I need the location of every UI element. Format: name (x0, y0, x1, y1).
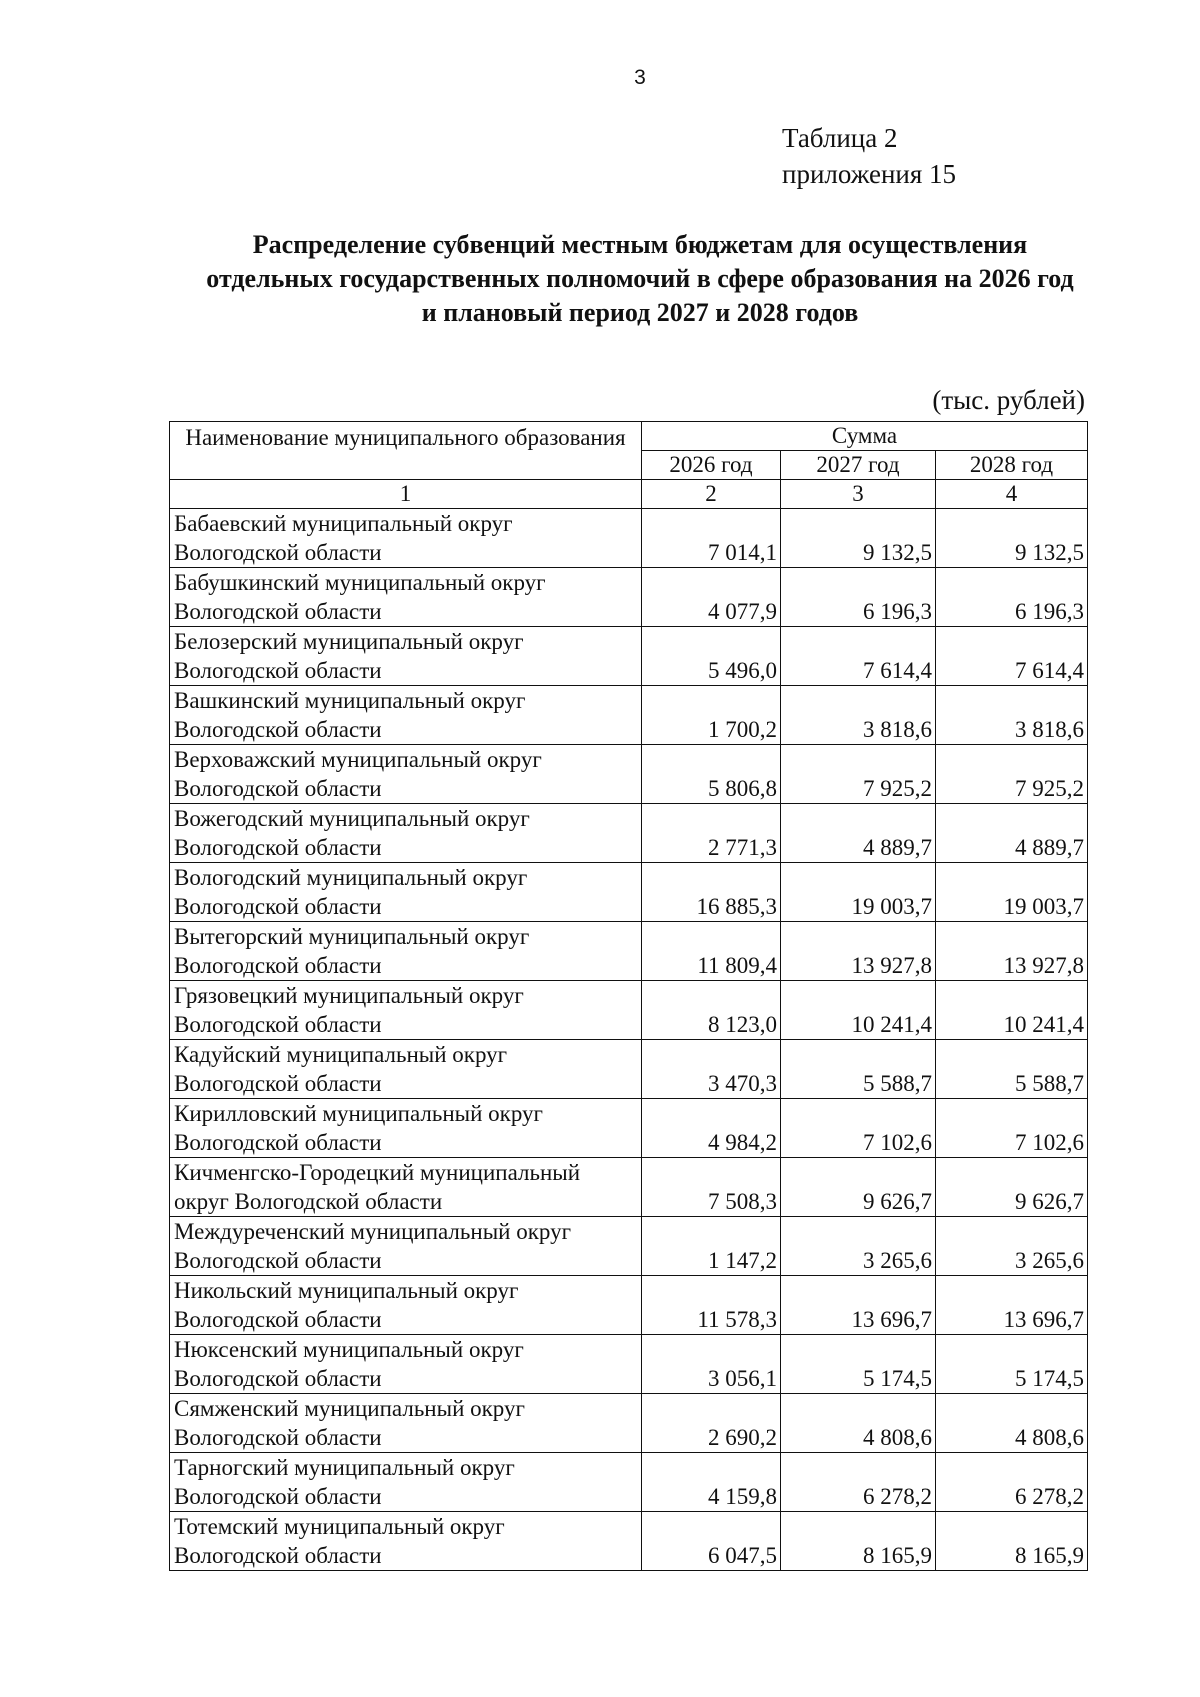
municipality-name-line: Бабаевский муниципальный округ (174, 511, 513, 536)
table-row (170, 804, 1088, 863)
amount-2026: 11 578,3 (642, 1276, 781, 1335)
municipality-name (170, 1158, 642, 1217)
amount-2026: 4 159,8 (642, 1453, 781, 1512)
municipality-name-line: Вожегодский муниципальный округ (174, 806, 530, 831)
municipality-name-line: Белозерский муниципальный округ (174, 629, 524, 654)
units-label: (тыс. рублей) (932, 385, 1085, 415)
amount-2027: 5 588,7 (781, 1040, 936, 1099)
municipality-name-line: Междуреченский муниципальный округ (174, 1219, 572, 1244)
municipality-name-line: Тотемский муниципальный округ (174, 1514, 505, 1539)
municipality-name (170, 1099, 642, 1158)
column-number: 3 (781, 480, 936, 509)
amount-2026: 7 508,3 (642, 1158, 781, 1217)
amount-2027: 13 696,7 (781, 1276, 936, 1335)
municipality-name-line: Вологодской области (174, 1071, 382, 1096)
municipality-name (170, 1040, 642, 1099)
amount-2027: 3 265,6 (781, 1217, 936, 1276)
amount-2027: 8 165,9 (781, 1512, 936, 1571)
table-row (170, 1040, 1088, 1099)
column-number: 4 (936, 480, 1088, 509)
table-row (170, 1512, 1088, 1571)
amount-2028: 6 196,3 (936, 568, 1088, 627)
municipality-name-line: Бабушкинский муниципальный округ (174, 570, 546, 595)
table-row (170, 1099, 1088, 1158)
municipality-name (170, 1512, 642, 1571)
table-row (170, 745, 1088, 804)
amount-2026: 1 700,2 (642, 686, 781, 745)
amount-2028: 6 278,2 (936, 1453, 1088, 1512)
subvention-table (169, 421, 1088, 1571)
title-line-2: отдельных государственных полномочий в сфере образования на 2026 год (206, 264, 1074, 293)
amount-2027: 7 614,4 (781, 627, 936, 686)
municipality-name-line: округ Вологодской области (174, 1189, 443, 1214)
amount-2026: 1 147,2 (642, 1217, 781, 1276)
municipality-name-line: Вологодской области (174, 1366, 382, 1391)
amount-2028: 5 174,5 (936, 1335, 1088, 1394)
municipality-name-line: Нюксенский муниципальный округ (174, 1337, 524, 1362)
table-row (170, 981, 1088, 1040)
amount-2026: 6 047,5 (642, 1512, 781, 1571)
amount-2028: 10 241,4 (936, 981, 1088, 1040)
amount-2027: 13 927,8 (781, 922, 936, 981)
amount-2027: 6 196,3 (781, 568, 936, 627)
header-municipality-name: Наименование муниципального образования (170, 422, 642, 480)
amount-2028: 13 927,8 (936, 922, 1088, 981)
document-title (150, 228, 1130, 330)
municipality-name-line: Кадуйский муниципальный округ (174, 1042, 508, 1067)
municipality-name-line: Верховажский муниципальный округ (174, 747, 542, 772)
appendix-annex-label: приложения 15 (782, 159, 957, 189)
municipality-name (170, 1453, 642, 1512)
header-year-2026: 2026 год (642, 451, 781, 480)
amount-2026: 11 809,4 (642, 922, 781, 981)
title-line-3: и плановый период 2027 и 2028 годов (421, 298, 859, 327)
amount-2026: 7 014,1 (642, 509, 781, 568)
municipality-name-line: Вологодской области (174, 540, 382, 565)
amount-2026: 4 984,2 (642, 1099, 781, 1158)
amount-2026: 16 885,3 (642, 863, 781, 922)
municipality-name (170, 627, 642, 686)
municipality-name-line: Вологодской области (174, 1248, 382, 1273)
municipality-name-line: Грязовецкий муниципальный округ (174, 983, 524, 1008)
amount-2028: 3 818,6 (936, 686, 1088, 745)
amount-2028: 7 102,6 (936, 1099, 1088, 1158)
appendix-table-label: Таблица 2 (782, 123, 898, 153)
table-row (170, 922, 1088, 981)
amount-2027: 4 889,7 (781, 804, 936, 863)
table-row (170, 1394, 1088, 1453)
amount-2027: 3 818,6 (781, 686, 936, 745)
table-row (170, 1276, 1088, 1335)
municipality-name (170, 1335, 642, 1394)
column-number: 2 (642, 480, 781, 509)
header-sum: Сумма (642, 422, 1088, 451)
municipality-name-line: Вашкинский муниципальный округ (174, 688, 526, 713)
municipality-name (170, 509, 642, 568)
municipality-name (170, 686, 642, 745)
amount-2028: 5 588,7 (936, 1040, 1088, 1099)
amount-2026: 8 123,0 (642, 981, 781, 1040)
municipality-name (170, 568, 642, 627)
amount-2026: 3 470,3 (642, 1040, 781, 1099)
amount-2026: 5 496,0 (642, 627, 781, 686)
municipality-name-line: Вологодский муниципальный округ (174, 865, 528, 890)
amount-2028: 4 808,6 (936, 1394, 1088, 1453)
column-number: 1 (170, 480, 642, 509)
municipality-name-line: Кирилловский муниципальный округ (174, 1101, 543, 1126)
amount-2027: 5 174,5 (781, 1335, 936, 1394)
header-year-2028: 2028 год (936, 451, 1088, 480)
table-row (170, 627, 1088, 686)
amount-2027: 7 102,6 (781, 1099, 936, 1158)
municipality-name-line: Вологодской области (174, 1130, 382, 1155)
table-row (170, 1335, 1088, 1394)
appendix-reference (782, 120, 956, 192)
municipality-name-line: Вологодской области (174, 1307, 382, 1332)
amount-2027: 6 278,2 (781, 1453, 936, 1512)
municipality-name (170, 981, 642, 1040)
table-row (170, 1453, 1088, 1512)
header-year-2027: 2027 год (781, 451, 936, 480)
municipality-name (170, 863, 642, 922)
municipality-name-line: Вологодской области (174, 1425, 382, 1450)
amount-2026: 3 056,1 (642, 1335, 781, 1394)
amount-2028: 3 265,6 (936, 1217, 1088, 1276)
amount-2026: 4 077,9 (642, 568, 781, 627)
amount-2027: 4 808,6 (781, 1394, 936, 1453)
amount-2027: 19 003,7 (781, 863, 936, 922)
municipality-name-line: Кичменгско-Городецкий муниципальный (174, 1160, 581, 1185)
table-row (170, 1217, 1088, 1276)
municipality-name (170, 745, 642, 804)
municipality-name-line: Вологодской области (174, 658, 382, 683)
municipality-name-line: Сямженский муниципальный округ (174, 1396, 525, 1421)
amount-2026: 2 690,2 (642, 1394, 781, 1453)
amount-2028: 9 132,5 (936, 509, 1088, 568)
amount-2028: 9 626,7 (936, 1158, 1088, 1217)
municipality-name-line: Никольский муниципальный округ (174, 1278, 519, 1303)
municipality-name-line: Вологодской области (174, 1543, 382, 1568)
amount-2028: 19 003,7 (936, 863, 1088, 922)
municipality-name-line: Вытегорский муниципальный округ (174, 924, 530, 949)
table-row (170, 1158, 1088, 1217)
table-row (170, 568, 1088, 627)
municipality-name (170, 804, 642, 863)
amount-2027: 10 241,4 (781, 981, 936, 1040)
amount-2028: 7 925,2 (936, 745, 1088, 804)
title-line-1: Распределение субвенций местным бюджетам для осуществления (252, 230, 1028, 259)
amount-2026: 2 771,3 (642, 804, 781, 863)
municipality-name-line: Тарногский муниципальный округ (174, 1455, 515, 1480)
table-row (170, 509, 1088, 568)
table-row (170, 686, 1088, 745)
amount-2027: 7 925,2 (781, 745, 936, 804)
municipality-name (170, 922, 642, 981)
municipality-name (170, 1276, 642, 1335)
amount-2028: 4 889,7 (936, 804, 1088, 863)
amount-2027: 9 132,5 (781, 509, 936, 568)
municipality-name-line: Вологодской области (174, 776, 382, 801)
municipality-name-line: Вологодской области (174, 953, 382, 978)
amount-2028: 7 614,4 (936, 627, 1088, 686)
page-number: 3 (634, 66, 646, 89)
municipality-name-line: Вологодской области (174, 1012, 382, 1037)
municipality-name (170, 1217, 642, 1276)
municipality-name (170, 1394, 642, 1453)
column-number-row (170, 480, 1088, 509)
municipality-name-line: Вологодской области (174, 717, 382, 742)
municipality-name-line: Вологодской области (174, 894, 382, 919)
amount-2027: 9 626,7 (781, 1158, 936, 1217)
amount-2028: 13 696,7 (936, 1276, 1088, 1335)
table-row (170, 863, 1088, 922)
amount-2026: 5 806,8 (642, 745, 781, 804)
amount-2028: 8 165,9 (936, 1512, 1088, 1571)
municipality-name-line: Вологодской области (174, 599, 382, 624)
municipality-name-line: Вологодской области (174, 835, 382, 860)
municipality-name-line: Вологодской области (174, 1484, 382, 1509)
